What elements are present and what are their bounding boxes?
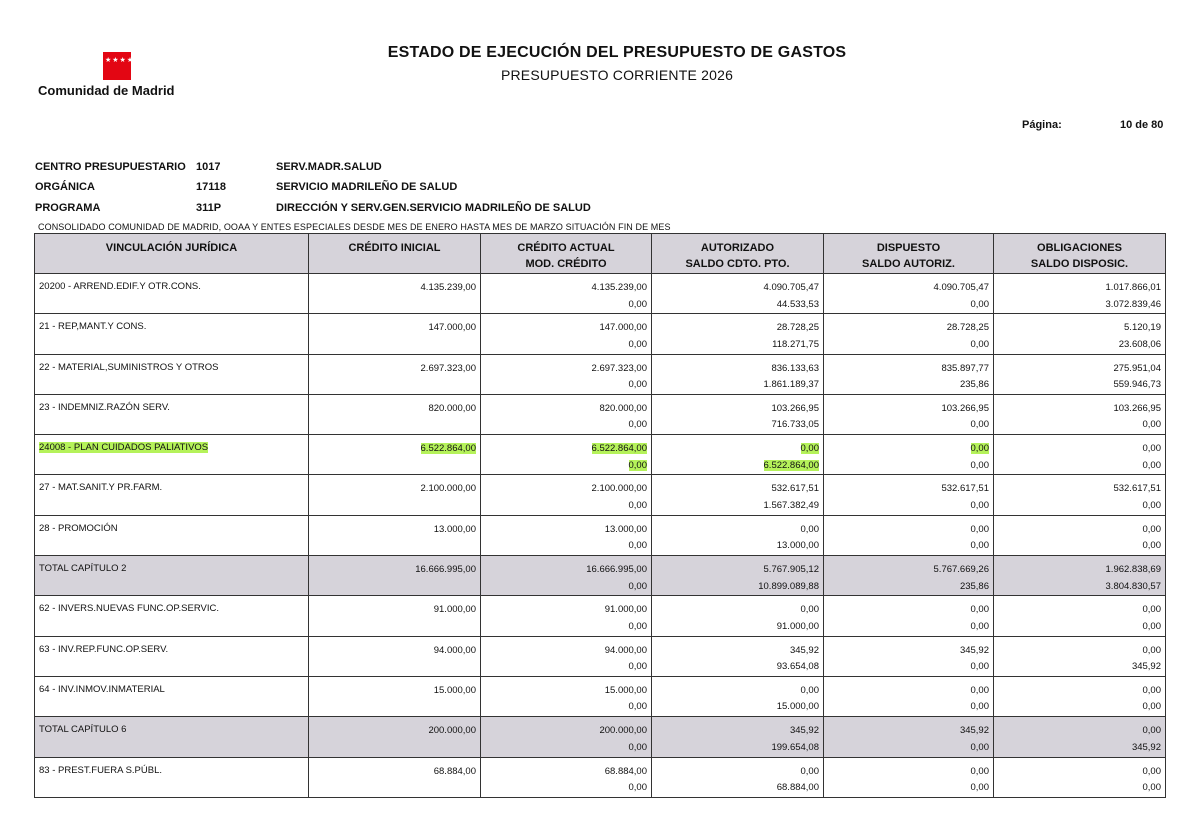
cell-autorizado [652, 515, 824, 555]
cell-credito-actual [481, 717, 652, 757]
row-label: 20200 - ARREND.EDIF.Y OTR.CONS. [39, 281, 201, 292]
cell-obligaciones [994, 515, 1166, 555]
meta-desc: DIRECCIÓN Y SERV.GEN.SERVICIO MADRILEÑO DE SALUD [276, 202, 591, 214]
cell-dispuesto [824, 274, 994, 314]
cell-dispuesto [824, 676, 994, 716]
table-row [35, 636, 1166, 676]
value-credito-inicial: 820.000,00 [428, 402, 476, 414]
cell-autorizado [652, 717, 824, 757]
cell-credito-actual [481, 596, 652, 636]
cell-vinculacion [35, 314, 309, 354]
value-obligaciones: 275.951,04 [1113, 362, 1161, 374]
table-row [35, 354, 1166, 394]
cell-dispuesto [824, 556, 994, 596]
header-credito-actual: CRÉDITO ACTUAL MOD. CRÉDITO [481, 234, 652, 274]
value-saldo-autoriz: 235,86 [959, 379, 989, 391]
cell-credito-inicial [309, 757, 481, 797]
value-credito-inicial: 13.000,00 [433, 523, 476, 535]
cell-credito-inicial [309, 636, 481, 676]
value-autorizado: 0,00 [800, 765, 819, 777]
value-saldo-cdto: 1.861.189,37 [763, 379, 819, 391]
value-saldo-autoriz: 0,00 [970, 782, 989, 794]
table-row [35, 394, 1166, 434]
cell-dispuesto [824, 435, 994, 475]
cell-obligaciones [994, 556, 1166, 596]
value-credito-inicial: 2.100.000,00 [420, 483, 476, 495]
cell-credito-inicial [309, 354, 481, 394]
cell-obligaciones [994, 676, 1166, 716]
table-row [35, 515, 1166, 555]
value-credito-inicial: 4.135.239,00 [420, 282, 476, 293]
value-saldo-autoriz: 0,00 [970, 419, 989, 431]
cell-dispuesto [824, 636, 994, 676]
value-saldo-autoriz: 0,00 [970, 701, 989, 713]
cell-autorizado [652, 676, 824, 716]
cell-autorizado [652, 636, 824, 676]
value-credito-inicial: 147.000,00 [428, 322, 476, 334]
value-obligaciones: 532.617,51 [1113, 483, 1161, 495]
row-label: 64 - INV.INMOV.INMATERIAL [39, 683, 165, 695]
cell-obligaciones [994, 596, 1166, 636]
value-saldo-cdto: 716.733,05 [771, 419, 819, 431]
cell-autorizado [652, 354, 824, 394]
value-credito-actual: 13.000,00 [604, 523, 647, 535]
value-dispuesto: 0,00 [970, 684, 989, 696]
row-label: 23 - INDEMNIZ.RAZÓN SERV. [39, 401, 170, 413]
value-saldo-disposic: 0,00 [1142, 620, 1161, 632]
value-autorizado: 28.728,25 [776, 322, 819, 334]
cell-autorizado [652, 757, 824, 797]
meta-desc: SERV.MADR.SALUD [276, 161, 382, 173]
value-credito-inicial: 15.000,00 [433, 684, 476, 696]
row-label: 63 - INV.REP.FUNC.OP.SERV. [39, 643, 169, 655]
value-saldo-disposic: 0,00 [1142, 499, 1161, 511]
value-saldo-autoriz: 0,00 [970, 499, 989, 511]
cell-obligaciones [994, 435, 1166, 475]
value-credito-actual: 4.135.239,00 [591, 282, 647, 293]
cell-vinculacion [35, 274, 309, 314]
value-saldo-cdto: 44.533,53 [776, 298, 819, 310]
cell-vinculacion [35, 354, 309, 394]
cell-obligaciones [994, 475, 1166, 515]
value-obligaciones: 1.962.838,69 [1105, 564, 1161, 576]
meta-code: 17118 [196, 181, 226, 193]
cell-credito-actual [481, 515, 652, 555]
value-saldo-cdto: 91.000,00 [776, 620, 819, 632]
cell-credito-actual [481, 475, 652, 515]
value-obligaciones: 0,00 [1142, 604, 1161, 616]
value-dispuesto: 345,92 [959, 725, 989, 737]
value-saldo-disposic: 345,92 [1131, 741, 1161, 753]
cell-autorizado [652, 556, 824, 596]
cell-credito-actual [481, 636, 652, 676]
cell-credito-inicial [309, 556, 481, 596]
header-vinculacion-juridica: VINCULACIÓN JURÍDICA [35, 234, 309, 274]
cell-credito-inicial [309, 515, 481, 555]
cell-obligaciones [994, 717, 1166, 757]
value-autorizado: 103.266,95 [771, 402, 819, 414]
value-mod-credito: 0,00 [628, 661, 647, 673]
value-mod-credito: 0,00 [628, 741, 647, 753]
value-mod-credito: 0,00 [628, 620, 647, 632]
value-obligaciones: 5.120,19 [1124, 322, 1161, 334]
header-dispuesto: DISPUESTO SALDO AUTORIZ. [824, 234, 994, 274]
row-label: 22 - MATERIAL,SUMINISTROS Y OTROS [39, 361, 219, 373]
meta-label: PROGRAMA [35, 202, 101, 214]
value-credito-inicial: 6.522.864,00 [420, 443, 476, 455]
cell-autorizado [652, 394, 824, 434]
cell-dispuesto [824, 475, 994, 515]
report-title: ESTADO DE EJECUCIÓN DEL PRESUPUESTO DE GASTOS [387, 44, 847, 61]
header-obligaciones: OBLIGACIONES SALDO DISPOSIC. [994, 234, 1166, 274]
value-autorizado: 0,00 [800, 443, 819, 455]
value-autorizado: 345,92 [789, 725, 819, 737]
value-saldo-disposic: 0,00 [1142, 782, 1161, 794]
cell-credito-actual [481, 274, 652, 314]
cell-credito-actual [481, 757, 652, 797]
value-credito-actual: 200.000,00 [599, 725, 647, 737]
cell-obligaciones [994, 274, 1166, 314]
value-autorizado: 532.617,51 [771, 483, 819, 495]
cell-credito-inicial [309, 596, 481, 636]
cell-vinculacion [35, 394, 309, 434]
value-credito-actual: 16.666.995,00 [586, 564, 647, 576]
consolidation-note: CONSOLIDADO COMUNIDAD DE MADRID, OOAA Y ENTES ESPECIALES DESDE MES DE ENERO HASTA MES DE MARZO SITUACIÓN FIN DE MES [38, 222, 671, 232]
cell-vinculacion [35, 717, 309, 757]
value-dispuesto: 0,00 [970, 443, 989, 455]
value-obligaciones: 0,00 [1142, 443, 1161, 455]
value-saldo-autoriz: 0,00 [970, 741, 989, 753]
cell-credito-inicial [309, 676, 481, 716]
header-credito-inicial: CRÉDITO INICIAL [309, 234, 481, 274]
row-label: 27 - MAT.SANIT.Y PR.FARM. [39, 482, 163, 494]
value-saldo-disposic: 0,00 [1142, 701, 1161, 713]
value-credito-actual: 2.697.323,00 [591, 362, 647, 374]
row-label: 21 - REP,MANT.Y CONS. [39, 321, 147, 333]
value-mod-credito: 0,00 [628, 580, 647, 592]
page-label: Página: [1022, 119, 1062, 131]
value-saldo-cdto: 6.522.864,00 [763, 459, 819, 471]
value-mod-credito: 0,00 [628, 419, 647, 431]
meta-code: 311P [196, 202, 222, 214]
value-credito-inicial: 91.000,00 [433, 604, 476, 616]
cell-vinculacion [35, 757, 309, 797]
value-mod-credito: 0,00 [628, 499, 647, 511]
value-mod-credito: 0,00 [628, 782, 647, 794]
flag-stars: ★★★★★★★ [105, 57, 156, 64]
cell-vinculacion [35, 515, 309, 555]
cell-vinculacion [35, 636, 309, 676]
cell-credito-actual [481, 556, 652, 596]
value-saldo-cdto: 10.899.089,88 [758, 580, 819, 592]
value-mod-credito: 0,00 [628, 540, 647, 552]
cell-credito-inicial [309, 314, 481, 354]
table-row [35, 596, 1166, 636]
cell-credito-inicial [309, 475, 481, 515]
value-saldo-cdto: 68.884,00 [776, 782, 819, 794]
value-credito-inicial: 94.000,00 [433, 644, 476, 656]
table-row [35, 676, 1166, 716]
value-autorizado: 4.090.705,47 [763, 282, 819, 293]
value-saldo-disposic: 0,00 [1142, 419, 1161, 431]
value-credito-actual: 91.000,00 [604, 604, 647, 616]
meta-label: CENTRO PRESUPUESTARIO [35, 161, 186, 173]
value-saldo-disposic: 0,00 [1142, 459, 1161, 471]
value-credito-actual: 147.000,00 [599, 322, 647, 334]
table-row [35, 314, 1166, 354]
cell-autorizado [652, 596, 824, 636]
cell-autorizado [652, 314, 824, 354]
value-mod-credito: 0,00 [628, 338, 647, 350]
cell-dispuesto [824, 394, 994, 434]
value-credito-actual: 15.000,00 [604, 684, 647, 696]
value-obligaciones: 103.266,95 [1113, 402, 1161, 414]
cell-autorizado [652, 435, 824, 475]
value-saldo-cdto: 93.654,08 [776, 661, 819, 673]
row-label: 24008 - PLAN CUIDADOS PALIATIVOS [39, 442, 209, 454]
cell-dispuesto [824, 596, 994, 636]
table-row [35, 757, 1166, 797]
cell-obligaciones [994, 394, 1166, 434]
cell-credito-actual [481, 354, 652, 394]
row-label: 62 - INVERS.NUEVAS FUNC.OP.SERVIC. [39, 603, 220, 615]
value-obligaciones: 0,00 [1142, 684, 1161, 696]
table-row [35, 556, 1166, 596]
value-autorizado: 0,00 [800, 684, 819, 696]
cell-credito-actual [481, 435, 652, 475]
value-dispuesto: 5.767.669,26 [933, 564, 989, 576]
value-credito-actual: 68.884,00 [604, 765, 647, 777]
value-dispuesto: 0,00 [970, 604, 989, 616]
value-saldo-cdto: 15.000,00 [776, 701, 819, 713]
value-saldo-autoriz: 0,00 [970, 661, 989, 673]
table-row [35, 274, 1166, 314]
row-label: TOTAL CAPÍTULO 6 [39, 724, 127, 736]
value-saldo-cdto: 13.000,00 [776, 540, 819, 552]
value-saldo-disposic: 559.946,73 [1113, 379, 1161, 391]
value-credito-actual: 6.522.864,00 [591, 443, 647, 455]
value-dispuesto: 532.617,51 [941, 483, 989, 495]
budget-execution-table [34, 233, 1166, 798]
cell-vinculacion [35, 475, 309, 515]
table-header-row [35, 234, 1166, 274]
value-saldo-disposic: 23.608,06 [1118, 338, 1161, 350]
page-number: 10 de 80 [1120, 119, 1164, 131]
row-label: 28 - PROMOCIÓN [39, 522, 118, 534]
logo-text: Comunidad de Madrid [38, 83, 175, 98]
cell-obligaciones [994, 354, 1166, 394]
meta-label: ORGÁNICA [35, 181, 95, 193]
cell-vinculacion [35, 435, 309, 475]
cell-credito-inicial [309, 435, 481, 475]
value-saldo-disposic: 3.072.839,46 [1105, 298, 1161, 310]
value-autorizado: 0,00 [800, 604, 819, 616]
cell-dispuesto [824, 757, 994, 797]
value-mod-credito: 0,00 [628, 298, 647, 310]
cell-vinculacion [35, 556, 309, 596]
cell-vinculacion [35, 596, 309, 636]
cell-credito-inicial [309, 717, 481, 757]
cell-obligaciones [994, 636, 1166, 676]
value-obligaciones: 0,00 [1142, 644, 1161, 656]
value-mod-credito: 0,00 [628, 701, 647, 713]
cell-credito-inicial [309, 274, 481, 314]
value-dispuesto: 103.266,95 [941, 402, 989, 414]
value-dispuesto: 4.090.705,47 [933, 282, 989, 293]
value-autorizado: 5.767.905,12 [763, 564, 819, 576]
report-subtitle: PRESUPUESTO CORRIENTE 2026 [500, 67, 734, 83]
value-dispuesto: 835.897,77 [941, 362, 989, 374]
cell-dispuesto [824, 314, 994, 354]
value-obligaciones: 0,00 [1142, 523, 1161, 535]
value-autorizado: 836.133,63 [771, 362, 819, 374]
header-autorizado: AUTORIZADO SALDO CDTO. PTO. [652, 234, 824, 274]
cell-credito-inicial [309, 394, 481, 434]
value-autorizado: 0,00 [800, 523, 819, 535]
cell-credito-actual [481, 676, 652, 716]
value-saldo-disposic: 3.804.830,57 [1105, 580, 1161, 592]
value-saldo-cdto: 118.271,75 [772, 338, 819, 350]
value-credito-inicial: 200.000,00 [428, 725, 476, 737]
meta-code: 1017 [196, 161, 221, 173]
value-dispuesto: 345,92 [959, 644, 989, 656]
cell-vinculacion [35, 676, 309, 716]
value-saldo-cdto: 199.654,08 [771, 741, 819, 753]
cell-obligaciones [994, 314, 1166, 354]
value-dispuesto: 28.728,25 [946, 322, 989, 334]
value-saldo-cdto: 1.567.382,49 [763, 499, 819, 511]
value-credito-inicial: 68.884,00 [433, 765, 476, 777]
value-saldo-disposic: 345,92 [1131, 661, 1161, 673]
value-saldo-autoriz: 0,00 [970, 540, 989, 552]
value-mod-credito: 0,00 [628, 379, 647, 391]
row-label: TOTAL CAPÍTULO 2 [39, 563, 127, 575]
table-row [35, 717, 1166, 757]
cell-dispuesto [824, 354, 994, 394]
value-saldo-autoriz: 0,00 [970, 620, 989, 632]
value-saldo-autoriz: 0,00 [970, 298, 989, 310]
value-dispuesto: 0,00 [970, 523, 989, 535]
value-credito-actual: 2.100.000,00 [591, 483, 647, 495]
row-label: 83 - PREST.FUERA S.PÚBL. [39, 764, 163, 776]
value-saldo-autoriz: 0,00 [970, 459, 989, 471]
value-saldo-autoriz: 0,00 [970, 338, 989, 350]
value-credito-inicial: 2.697.323,00 [420, 362, 476, 374]
cell-dispuesto [824, 717, 994, 757]
value-credito-inicial: 16.666.995,00 [415, 564, 476, 576]
meta-desc: SERVICIO MADRILEÑO DE SALUD [276, 181, 458, 193]
table-row [35, 435, 1166, 475]
value-saldo-autoriz: 235,86 [959, 580, 989, 592]
cell-autorizado [652, 274, 824, 314]
cell-credito-actual [481, 394, 652, 434]
cell-obligaciones [994, 757, 1166, 797]
value-saldo-disposic: 0,00 [1142, 540, 1161, 552]
value-dispuesto: 0,00 [970, 765, 989, 777]
cell-autorizado [652, 475, 824, 515]
value-obligaciones: 0,00 [1142, 765, 1161, 777]
value-obligaciones: 0,00 [1142, 725, 1161, 737]
cell-dispuesto [824, 515, 994, 555]
value-credito-actual: 820.000,00 [599, 402, 647, 414]
table-row [35, 475, 1166, 515]
value-credito-actual: 94.000,00 [604, 644, 647, 656]
value-autorizado: 345,92 [789, 644, 819, 656]
madrid-flag-icon [103, 52, 156, 80]
value-mod-credito: 0,00 [628, 459, 647, 471]
cell-credito-actual [481, 314, 652, 354]
value-obligaciones: 1.017.866,01 [1105, 282, 1161, 293]
